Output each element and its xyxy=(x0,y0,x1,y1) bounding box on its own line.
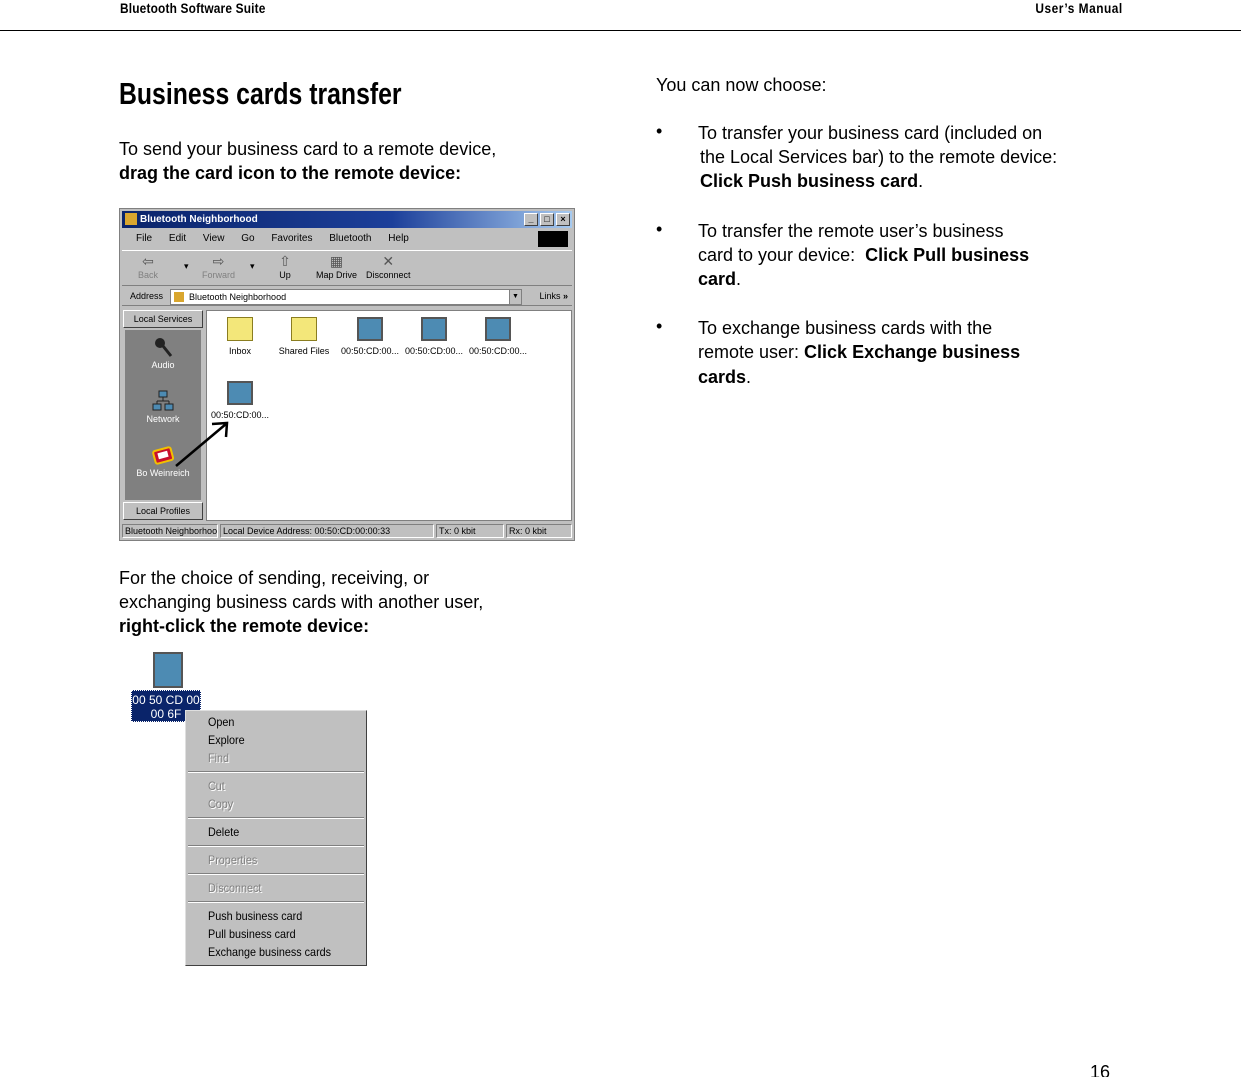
links-label: Links xyxy=(539,291,561,301)
links-button[interactable] xyxy=(539,291,568,301)
bullet-1-text xyxy=(698,121,1057,193)
minimize-button[interactable]: _ xyxy=(524,213,538,226)
menu-edit[interactable]: Edit xyxy=(168,233,187,244)
bluetooth-app-icon xyxy=(125,213,137,225)
bullet-2-action-end: card xyxy=(698,269,737,289)
menu-item-disconnect: Disconnect xyxy=(208,881,262,895)
local-profiles-header[interactable]: Local Profiles xyxy=(123,502,203,520)
status-tx: Tx: 0 kbit xyxy=(436,524,504,538)
menu-item-pull-business-card[interactable]: Pull business card xyxy=(208,927,296,941)
window-titlebar xyxy=(122,211,572,228)
back-label: Back xyxy=(138,270,159,280)
inbox-label: Inbox xyxy=(228,346,252,356)
status-bar xyxy=(122,523,572,539)
bullet-3-action-end: cards xyxy=(698,367,747,387)
address-bar xyxy=(122,288,572,306)
back-arrow-icon: ⇦ xyxy=(142,253,154,269)
status-rx: Rx: 0 kbit xyxy=(506,524,572,538)
address-dropdown-icon[interactable]: ▼ xyxy=(509,290,521,304)
back-dropdown-icon[interactable]: ▾ xyxy=(184,261,189,271)
bullet-3-line-1: To exchange business cards with the xyxy=(698,318,993,338)
status-address: Local Device Address: 00:50:CD:00:00:33 xyxy=(220,524,434,538)
windows-logo-icon xyxy=(538,231,568,247)
computer-icon xyxy=(227,381,253,405)
service-network-label: Network xyxy=(146,414,180,424)
menu-go[interactable]: Go xyxy=(241,233,255,244)
bullet-1-tail: . xyxy=(918,171,924,191)
address-input[interactable] xyxy=(170,289,522,305)
choose-lead: You can now choose: xyxy=(656,75,827,95)
choice-line-2: exchanging business cards with another user, xyxy=(119,592,484,612)
header-right: User’s Manual xyxy=(1035,0,1123,16)
map-drive-icon: ▦ xyxy=(329,253,344,269)
bullet-2: • xyxy=(656,219,663,239)
local-services-pane xyxy=(123,310,203,520)
bullet-3-tail: . xyxy=(746,367,752,387)
menu-separator xyxy=(188,817,364,819)
menu-file[interactable]: File xyxy=(136,233,153,244)
address-value: Bluetooth Neighborhood xyxy=(189,292,287,302)
menu-item-copy: Copy xyxy=(208,797,234,811)
menu-help[interactable]: Help xyxy=(388,233,409,244)
bluetooth-neighborhood-window xyxy=(119,208,575,541)
drag-arrow-icon xyxy=(172,418,234,470)
disconnect-button[interactable] xyxy=(366,253,411,280)
close-button[interactable]: × xyxy=(556,213,570,226)
menu-item-push-business-card[interactable]: Push business card xyxy=(208,909,303,923)
up-folder-icon: ⇧ xyxy=(279,253,291,269)
folder-icon xyxy=(227,317,253,341)
back-button[interactable] xyxy=(138,253,158,280)
computer-icon xyxy=(421,317,447,341)
bullet-1: • xyxy=(656,121,663,141)
intro-line-1: To send your business card to a remote device, xyxy=(119,139,497,159)
bullet-2-line-2: card to your device: xyxy=(698,245,866,265)
address-label: Address xyxy=(130,291,164,301)
forward-button[interactable] xyxy=(202,253,235,280)
remote-device-3[interactable] xyxy=(465,317,531,356)
forward-dropdown-icon[interactable]: ▾ xyxy=(250,261,255,271)
business-card-icon xyxy=(152,444,174,466)
menu-separator xyxy=(188,771,364,773)
device-label-line-1: 00 50 CD 00 xyxy=(132,693,200,707)
context-menu xyxy=(185,710,367,966)
menu-separator xyxy=(188,901,364,903)
map-drive-label: Map Drive xyxy=(316,270,358,280)
menu-item-open[interactable]: Open xyxy=(208,715,235,729)
remote-device-2-label: 00:50:CD:00... xyxy=(404,346,464,356)
microphone-icon xyxy=(152,336,174,358)
toolbar xyxy=(122,250,572,286)
menu-bar xyxy=(122,230,572,248)
maximize-button[interactable]: □ xyxy=(540,213,554,226)
shared-files-label: Shared Files xyxy=(278,346,330,356)
bullet-1-line-2: the Local Services bar) to the remote device: xyxy=(700,147,1058,167)
bullet-3-line-2: remote user: xyxy=(698,342,805,362)
bullet-1-action: Click Push business card xyxy=(700,171,919,191)
bullet-3: • xyxy=(656,316,663,336)
computer-icon xyxy=(357,317,383,341)
network-icon xyxy=(152,390,174,412)
forward-label: Forward xyxy=(202,270,236,280)
intro-paragraph xyxy=(119,137,496,185)
page-header xyxy=(0,0,1241,31)
menu-favorites[interactable]: Favorites xyxy=(271,233,313,244)
computer-icon xyxy=(485,317,511,341)
choice-paragraph xyxy=(119,566,483,638)
menu-item-exchange-business-cards[interactable]: Exchange business cards xyxy=(208,945,332,959)
links-chevron-icon: » xyxy=(562,291,568,301)
up-label: Up xyxy=(279,270,291,280)
bullet-3-action: Click Exchange business xyxy=(804,342,1021,362)
local-services-header[interactable]: Local Services xyxy=(123,310,203,328)
bullet-2-action: Click Pull business xyxy=(865,245,1030,265)
disconnect-label: Disconnect xyxy=(366,270,411,280)
forward-arrow-icon: ⇨ xyxy=(212,253,225,269)
menu-bluetooth[interactable]: Bluetooth xyxy=(329,233,372,244)
menu-item-find: Find xyxy=(208,751,230,765)
menu-item-properties: Properties xyxy=(208,853,258,867)
folder-icon xyxy=(291,317,317,341)
local-services-list xyxy=(125,330,201,500)
window-title: Bluetooth Neighborhood xyxy=(140,214,258,225)
header-left: Bluetooth Software Suite xyxy=(120,0,266,16)
section-title: Business cards transfer xyxy=(119,76,402,111)
bullet-3-text xyxy=(698,316,1020,389)
service-audio[interactable] xyxy=(125,336,201,370)
menu-view[interactable]: View xyxy=(202,233,225,244)
bullet-1-line-1: To transfer your business card (included on xyxy=(698,123,1043,143)
remote-device-4-label: 00:50:CD:00... xyxy=(210,410,270,420)
remote-device-1-label: 00:50:CD:00... xyxy=(340,346,400,356)
disconnect-icon: ✕ xyxy=(382,253,395,269)
devices-pane xyxy=(206,310,572,521)
device-label-line-2: 00 6F xyxy=(150,707,182,721)
up-button[interactable] xyxy=(276,253,294,280)
remote-device-2[interactable] xyxy=(401,317,467,356)
page-number: 16 xyxy=(1090,1062,1111,1077)
service-audio-label: Audio xyxy=(151,360,175,370)
shared-files-folder[interactable] xyxy=(271,317,337,356)
map-drive-button[interactable] xyxy=(316,253,357,280)
remote-computer-icon xyxy=(153,652,183,688)
remote-device-4[interactable] xyxy=(207,381,273,420)
bullet-2-text xyxy=(698,219,1029,291)
remote-device-1[interactable] xyxy=(337,317,403,356)
intro-line-2: drag the card icon to the remote device: xyxy=(119,163,462,183)
remote-device-3-label: 00:50:CD:00... xyxy=(468,346,528,356)
choice-line-1: For the choice of sending, receiving, or xyxy=(119,568,430,588)
service-business-card-label: Bo Weinreich xyxy=(136,468,190,478)
menu-item-delete[interactable]: Delete xyxy=(208,825,240,839)
status-name: Bluetooth Neighborhoo xyxy=(122,524,218,538)
context-menu-screenshot xyxy=(119,648,367,966)
bullet-2-tail: . xyxy=(736,269,742,289)
choice-line-3: right-click the remote device: xyxy=(119,616,370,636)
menu-item-cut: Cut xyxy=(208,779,225,793)
menu-item-explore[interactable]: Explore xyxy=(208,733,245,747)
menu-separator xyxy=(188,873,364,875)
menu-separator xyxy=(188,845,364,847)
inbox-folder[interactable] xyxy=(207,317,273,356)
bullet-2-line-1: To transfer the remote user’s business xyxy=(698,221,1004,241)
